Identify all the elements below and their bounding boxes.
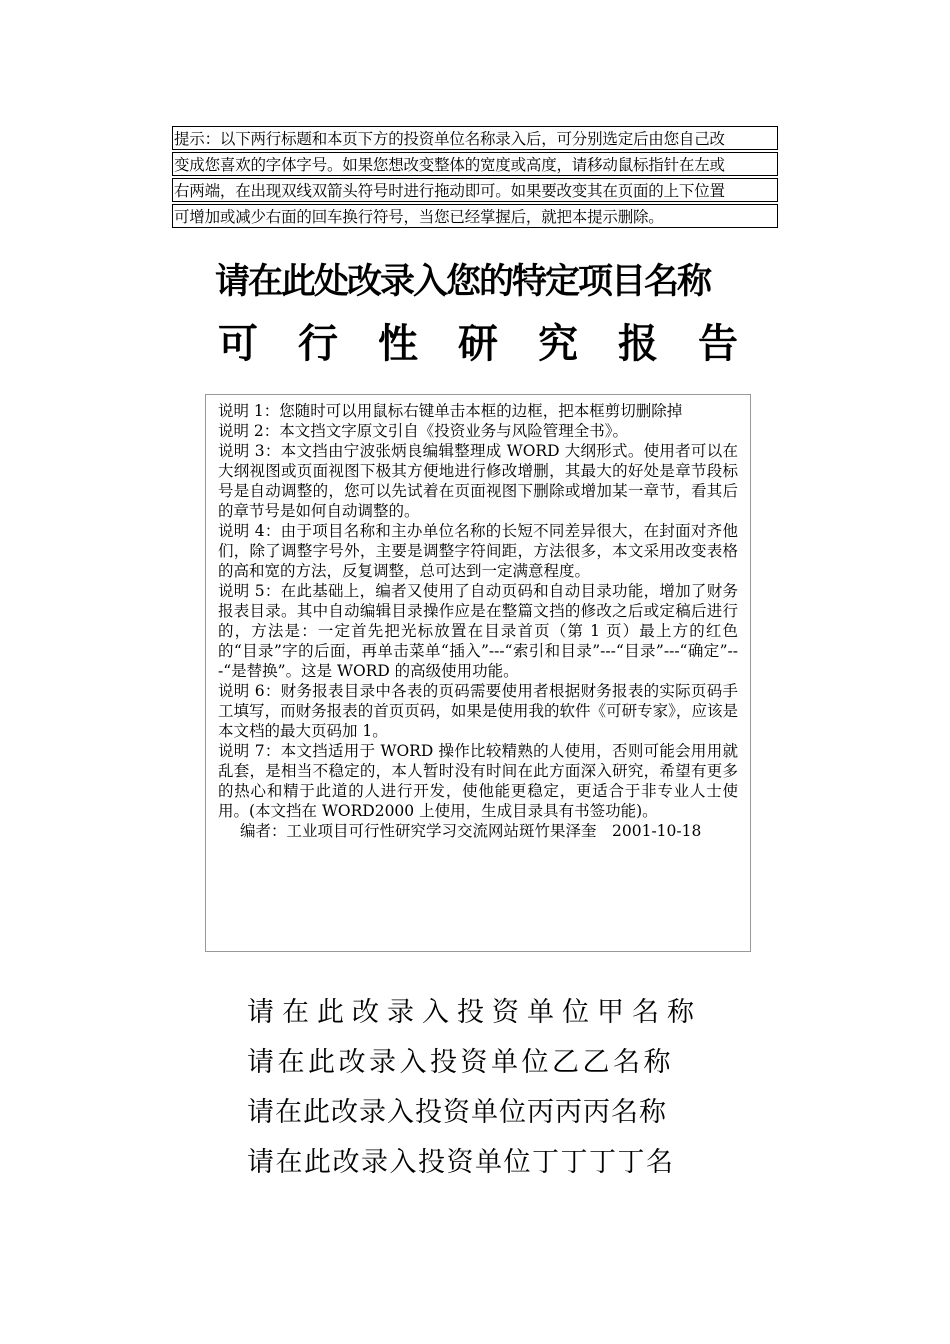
project-title: 请在此处改录入您的特定项目名称: [215, 262, 711, 302]
author-line: 编者：工业项目可行性研究学习交流网站斑竹果泽奎 2001-10-18: [240, 822, 702, 840]
investor-list: [247, 988, 707, 1188]
report-title-char: 究: [538, 320, 578, 367]
report-title-char: 可: [218, 320, 258, 367]
hint-box: [172, 126, 778, 230]
hint-line: 右两端，在出现双线双箭头符号时进行拖动即可。如果要改变其在页面的上下位置: [172, 178, 778, 202]
investor-name: 请在此改录入投资单位丁丁丁丁名: [247, 1147, 675, 1178]
report-title: [218, 312, 738, 369]
note-item: 说明 4：由于项目名称和主办单位名称的长短不同差异很大，在封面对齐他们，除了调整字号外，主要是调整字符间距，方法很多，本文采用改变表格的高和宽的方法，反复调整，总可达到一定满意程度。: [218, 522, 738, 580]
hint-line: 可增加或减少右面的回车换行符号，当您已经掌握后，就把本提示删除。: [172, 204, 778, 228]
report-title-char: 告: [698, 320, 738, 367]
report-title-char: 性: [378, 320, 418, 367]
note-item: 说明 5：在此基础上，编者又使用了自动页码和自动目录功能，增加了财务报表目录。其中自动编辑目录操作应是在整篇文挡的修改之后或定稿后进行的，方法是：一定首先把光标放置在目录首页（第 1 页）最上方的红色的“目录”字的后面，再单击菜单“插入”---“索引和目录”---“目录”---“确定”---“是替换”。这是 WORD 的高级使用功能。: [218, 582, 738, 680]
report-title-char: 行: [298, 320, 338, 367]
report-title-char: 报: [618, 320, 658, 367]
note-item: 说明 7：本文挡适用于 WORD 操作比较精熟的人使用，否则可能会用用就乱套，是相当不稳定的，本人暂时没有时间在此方面深入研究，希望有更多的热心和精于此道的人进行开发，使他能更稳定，更适合于非专业人士使用。(本文挡在 WORD2000 上使用，生成目录具有书签功能)。: [218, 742, 738, 820]
investor-name: 请在此改录入投资单位丙丙丙名称: [247, 1097, 667, 1128]
report-title-char: 研: [458, 320, 498, 367]
hint-line: 提示：以下两行标题和本页下方的投资单位名称录入后，可分别选定后由您自己改: [172, 126, 778, 150]
investor-name: 请在此改录入投资单位乙乙名称: [247, 1047, 674, 1078]
note-item: 说明 6：财务报表目录中各表的页码需要使用者根据财务报表的实际页码手工填写，而财务报表的首页页码，如果是使用我的软件《可研专家》，应该是本文档的最大页码加 1。: [218, 682, 738, 740]
note-item: 说明 1：您随时可以用鼠标右键单击本框的边框，把本框剪切删除掉: [218, 402, 683, 420]
hint-line: 变成您喜欢的字体字号。如果您想改变整体的宽度或高度，请移动鼠标指针在左或: [172, 152, 778, 176]
note-item: 说明 3：本文挡由宁波张炳良编辑整理成 WORD 大纲形式。使用者可以在大纲视图或页面视图下极其方便地进行修改增删，其最大的好处是章节段标号是自动调整的，您可以先试着在页面视图下删除或增加某一章节，看其后的章节号是如何自动调整的。: [218, 442, 738, 520]
note-item: 说明 2：本文挡文字原文引自《投资业务与风险管理全书》。: [218, 422, 629, 440]
notes-textbox[interactable]: [205, 394, 751, 952]
investor-name: 请在此改录入投资单位甲名称: [247, 997, 702, 1028]
